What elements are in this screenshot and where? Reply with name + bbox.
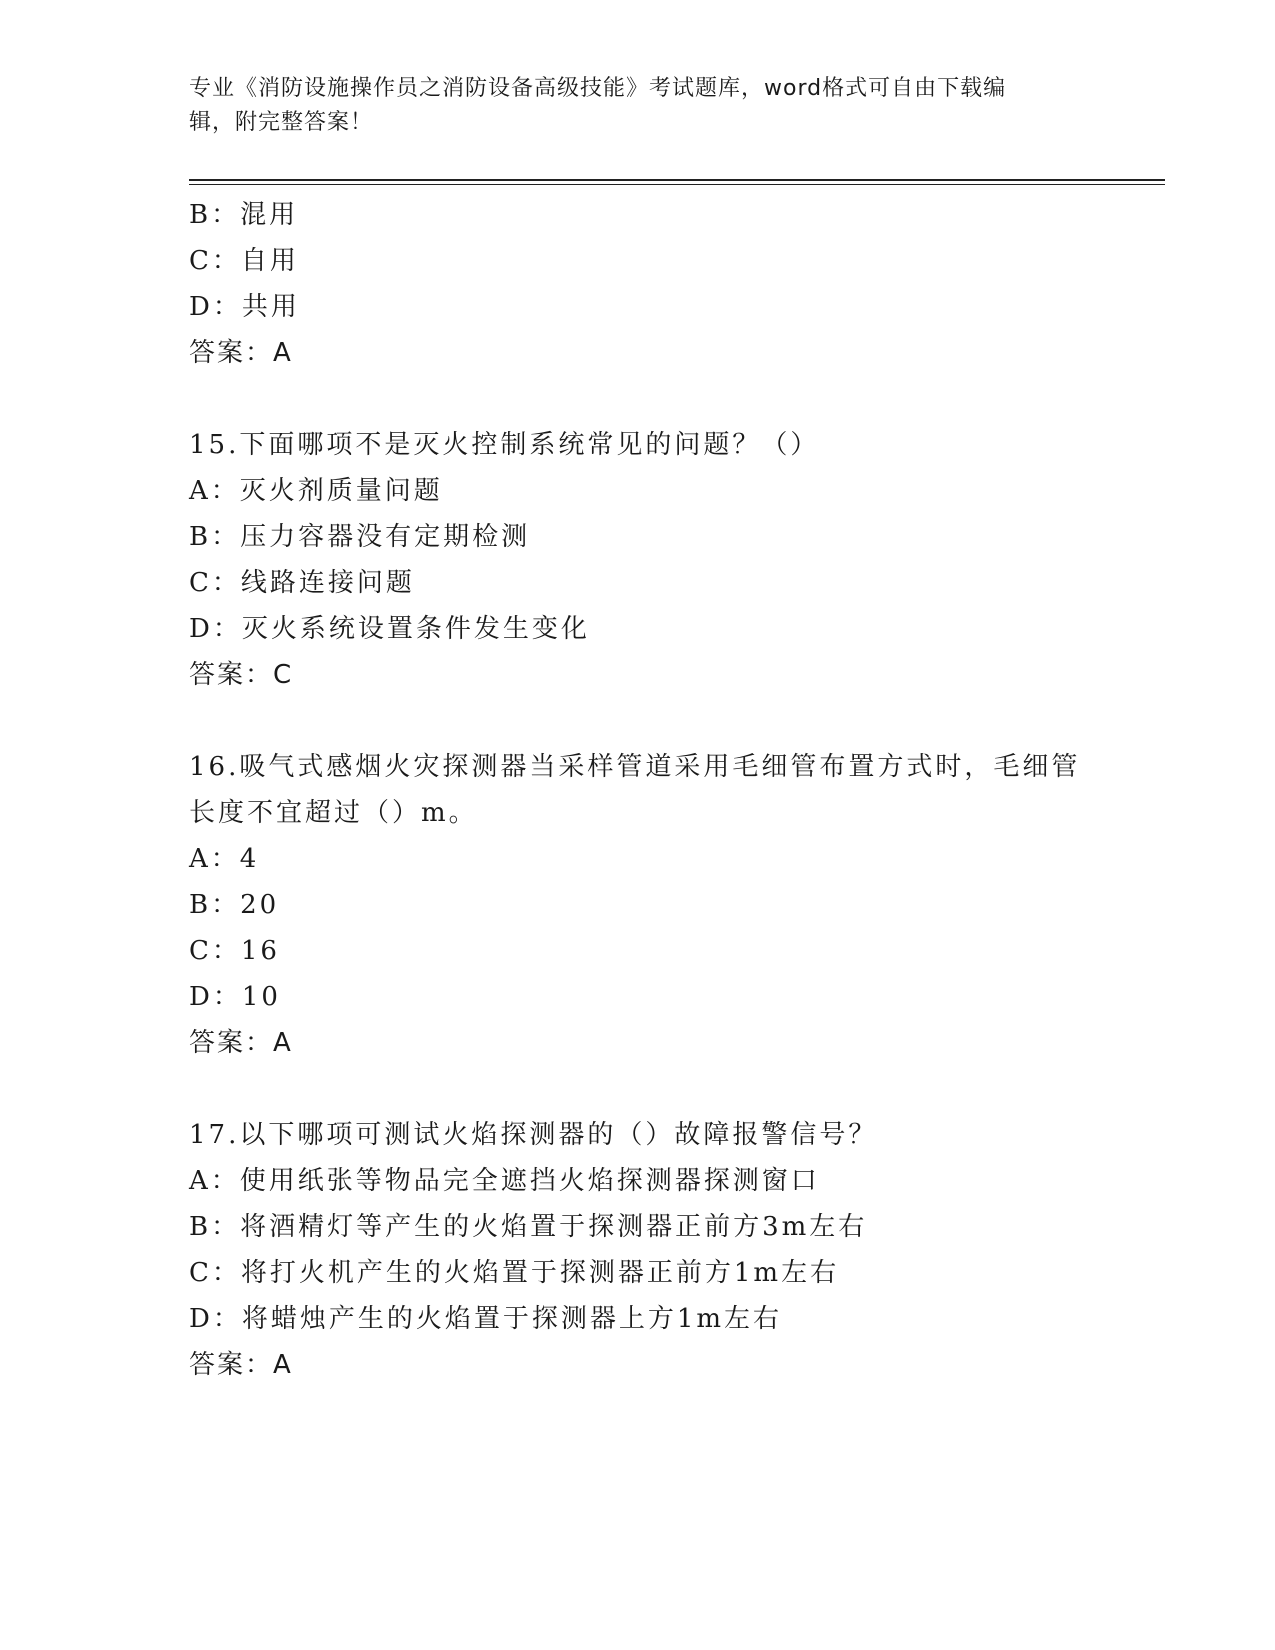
option-c: C：16 bbox=[189, 936, 280, 966]
option-d: D：共用 bbox=[189, 292, 300, 322]
question-block-14 bbox=[189, 192, 1089, 376]
option-c: C：线路连接问题 bbox=[189, 568, 415, 598]
spacer bbox=[189, 698, 1089, 744]
option-a: A：4 bbox=[189, 844, 260, 874]
option-d: D：灭火系统设置条件发生变化 bbox=[189, 614, 590, 644]
option-d: D：10 bbox=[189, 982, 281, 1012]
spacer bbox=[189, 376, 1089, 422]
question-stem-line-2: 长度不宜超过（）m。 bbox=[189, 798, 478, 828]
header-title-line-1: 专业《消防设施操作员之消防设备高级技能》考试题库，word格式可自由下载编 bbox=[189, 76, 1007, 101]
option-a: A：灭火剂质量问题 bbox=[189, 476, 443, 506]
option-d: D：将蜡烛产生的火焰置于探测器上方1m左右 bbox=[189, 1304, 783, 1334]
question-block-16 bbox=[189, 744, 1089, 1066]
spacer bbox=[189, 1066, 1089, 1112]
document-header bbox=[189, 72, 1089, 140]
answer-line: 答案：C bbox=[189, 660, 294, 690]
question-block-15 bbox=[189, 422, 1089, 698]
answer-line: 答案：A bbox=[189, 338, 293, 368]
answer-line: 答案：A bbox=[189, 1028, 293, 1058]
question-block-17 bbox=[189, 1112, 1089, 1388]
answer-line: 答案：A bbox=[189, 1350, 293, 1380]
header-title-line-2: 辑，附完整答案！ bbox=[189, 110, 374, 135]
option-c: C：自用 bbox=[189, 246, 299, 276]
header-divider-thick bbox=[189, 179, 1165, 181]
option-b: B：20 bbox=[189, 890, 280, 920]
question-stem-line-1: 16.吸气式感烟火灾探测器当采样管道采用毛细管布置方式时，毛细管 bbox=[189, 752, 1081, 782]
option-b: B：混用 bbox=[189, 200, 299, 230]
option-b: B：将酒精灯等产生的火焰置于探测器正前方3m左右 bbox=[189, 1212, 868, 1242]
option-c: C：将打火机产生的火焰置于探测器正前方1m左右 bbox=[189, 1258, 840, 1288]
question-stem: 15.下面哪项不是灭火控制系统常见的问题？（） bbox=[189, 430, 820, 460]
question-stem: 17.以下哪项可测试火焰探测器的（）故障报警信号？ bbox=[189, 1120, 878, 1150]
question-list bbox=[189, 192, 1089, 1388]
header-divider-thin bbox=[189, 184, 1165, 185]
option-a: A：使用纸张等物品完全遮挡火焰探测器探测窗口 bbox=[189, 1166, 820, 1196]
option-b: B：压力容器没有定期检测 bbox=[189, 522, 531, 552]
